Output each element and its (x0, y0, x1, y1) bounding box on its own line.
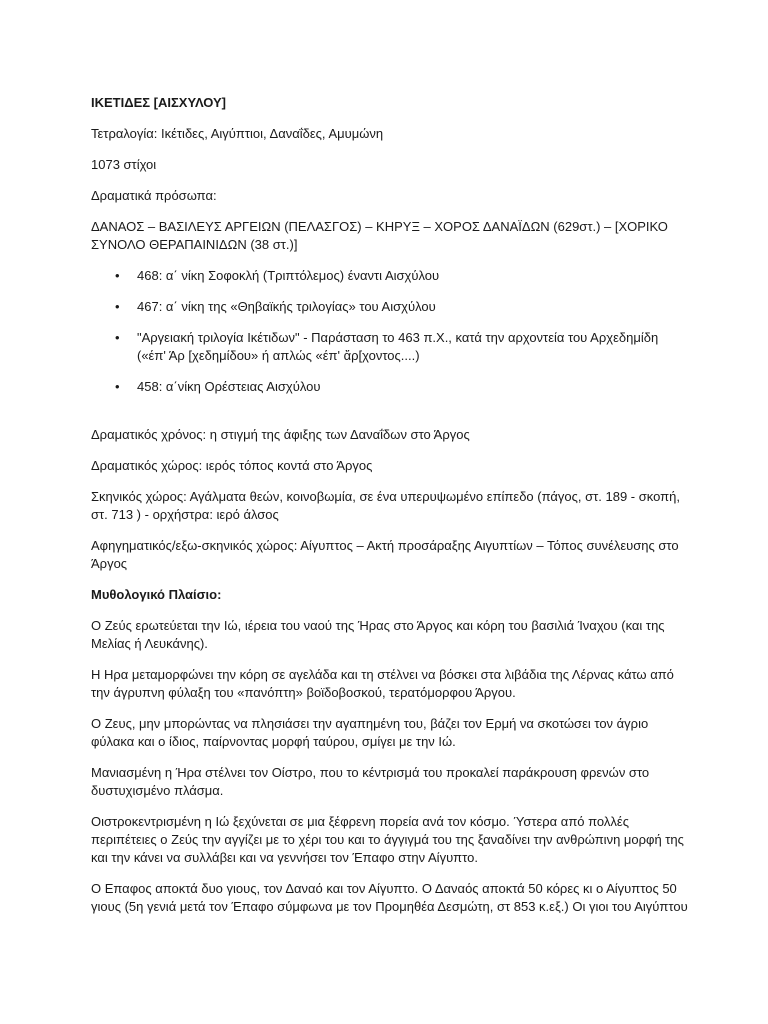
list-item-text: 458: α΄νίκη Ορέστειας Αισχύλου (137, 379, 321, 394)
bullet-icon: • (115, 299, 120, 314)
narrative-space: Αφηγηματικός/εξω-σκηνικός χώρος: Αίγυπτος – Ακτή προσάραξης Αιγυπτίων – Τόπος συνέλευσης στο Άργος (91, 538, 679, 571)
list-item (91, 267, 688, 285)
list-item-text: "Αργειακή τριλογία Ικέτιδων" - Παράσταση το 463 π.Χ., κατά την αρχοντεία του Αρχεδημίδη («έπ' Άρ [χεδημίδου» ή απλώς «έπ' ἄρ[χοντος....) (137, 330, 659, 363)
facts-list (91, 267, 688, 396)
dramatic-space: Δραματικός χώρος: ιερός τόπος κοντά στο Άργος (91, 458, 373, 473)
list-item-text: 467: α΄ νίκη της «Θηβαϊκής τριλογίας» του Αισχύλου (137, 299, 436, 314)
myth-paragraph: Ο Επαφος αποκτά δυο γιους, τον Δαναό και τον Αίγυπτο. Ο Δαναός αποκτά 50 κόρες κι ο Αίγυπτος 50 γιους (5η γενιά μετά τον Έπαφο σύμφωνα με τον Προμηθέα Δεσμώτη, στ 853 κ.εξ.) Οι γιοι του Αιγύπτου (91, 881, 688, 914)
bullet-icon: • (115, 330, 120, 345)
myth-paragraph: Η Ηρα μεταμορφώνει την κόρη σε αγελάδα και τη στέλνει να βόσκει στα λιβάδια της Λέρνας κάτω από την άγρυπνη φύλαξη του «πανόπτη» βοϊδοβοσκού, τερατόμορφου Άργου. (91, 667, 674, 700)
persons-heading: Δραματικά πρόσωπα: (91, 188, 217, 203)
list-item (91, 298, 688, 316)
lines-count: 1073 στίχοι (91, 157, 157, 172)
myth-heading: Μυθολογικό Πλαίσιο: (91, 587, 222, 602)
bullet-icon: • (115, 379, 120, 394)
scenic-space: Σκηνικός χώρος: Αγάλματα θεών, κοινοβωμία, σε ένα υπερυψωμένο επίπεδο (πάγος, στ. 189 - σκοπή, στ. 713 ) - ορχήστρα: ιερό άλσος (91, 489, 680, 522)
document-title: ΙΚΕΤΙΔΕΣ [ΑΙΣΧΥΛΟΥ] (91, 95, 227, 110)
myth-paragraph: Ο Ζευς, μην μπορώντας να πλησιάσει την αγαπημένη του, βάζει τον Ερμή να σκοτώσει τον άγριο φύλακα και ο ίδιος, παίρνοντας μορφή ταύρου, σμίγει με την Ιώ. (91, 716, 649, 749)
dramatic-time: Δραματικός χρόνος: η στιγμή της άφιξης των Δαναΐδων στο Άργος (91, 427, 470, 442)
bullet-icon: • (115, 268, 120, 283)
myth-paragraph: Οιστροκεντρισμένη η Ιώ ξεχύνεται σε μια ξέφρενη πορεία ανά τον κόσμο. Ύστερα από πολλές περιπέτειες ο Ζεύς την αγγίζει με το χέρι του και το άγγιγμά του της ξαναδίνει την ανθρώπινη μορφή της και την κάνει να συλλάβει και να γεννήσει τον Έπαφο στην Αίγυπτο. (91, 814, 684, 865)
myth-paragraph: Μανιασμένη η Ήρα στέλνει τον Οίστρο, που το κέντρισμά του προκαλεί παράκρουση φρενών στο δυστυχισμένο πλάσμα. (91, 765, 650, 798)
list-item (91, 378, 688, 396)
persons-list: ΔΑΝΑΟΣ – ΒΑΣΙΛΕΥΣ ΑΡΓΕΙΩΝ (ΠΕΛΑΣΓΟΣ) – ΚΗΡΥΞ – ΧΟΡΟΣ ΔΑΝΑΪΔΩΝ (629στ.) – [ΧΟΡΙΚΟ ΣΥΝΟΛΟ ΘΕΡΑΠΑΙΝΙΔΩΝ (38 στ.)] (91, 219, 668, 252)
list-item (91, 329, 688, 365)
myth-paragraph: Ο Ζεύς ερωτεύεται την Ιώ, ιέρεια του ναού της Ήρας στο Άργος και κόρη του βασιλιά Ίναχου (και της Μελίας ή Λευκάνης). (91, 618, 665, 651)
tetralogy-line: Τετραλογία: Ικέτιδες, Αιγύπτιοι, Δαναΐδες, Αμυμώνη (91, 126, 384, 141)
list-item-text: 468: α΄ νίκη Σοφοκλή (Τριπτόλεμος) έναντι Αισχύλου (137, 268, 440, 283)
